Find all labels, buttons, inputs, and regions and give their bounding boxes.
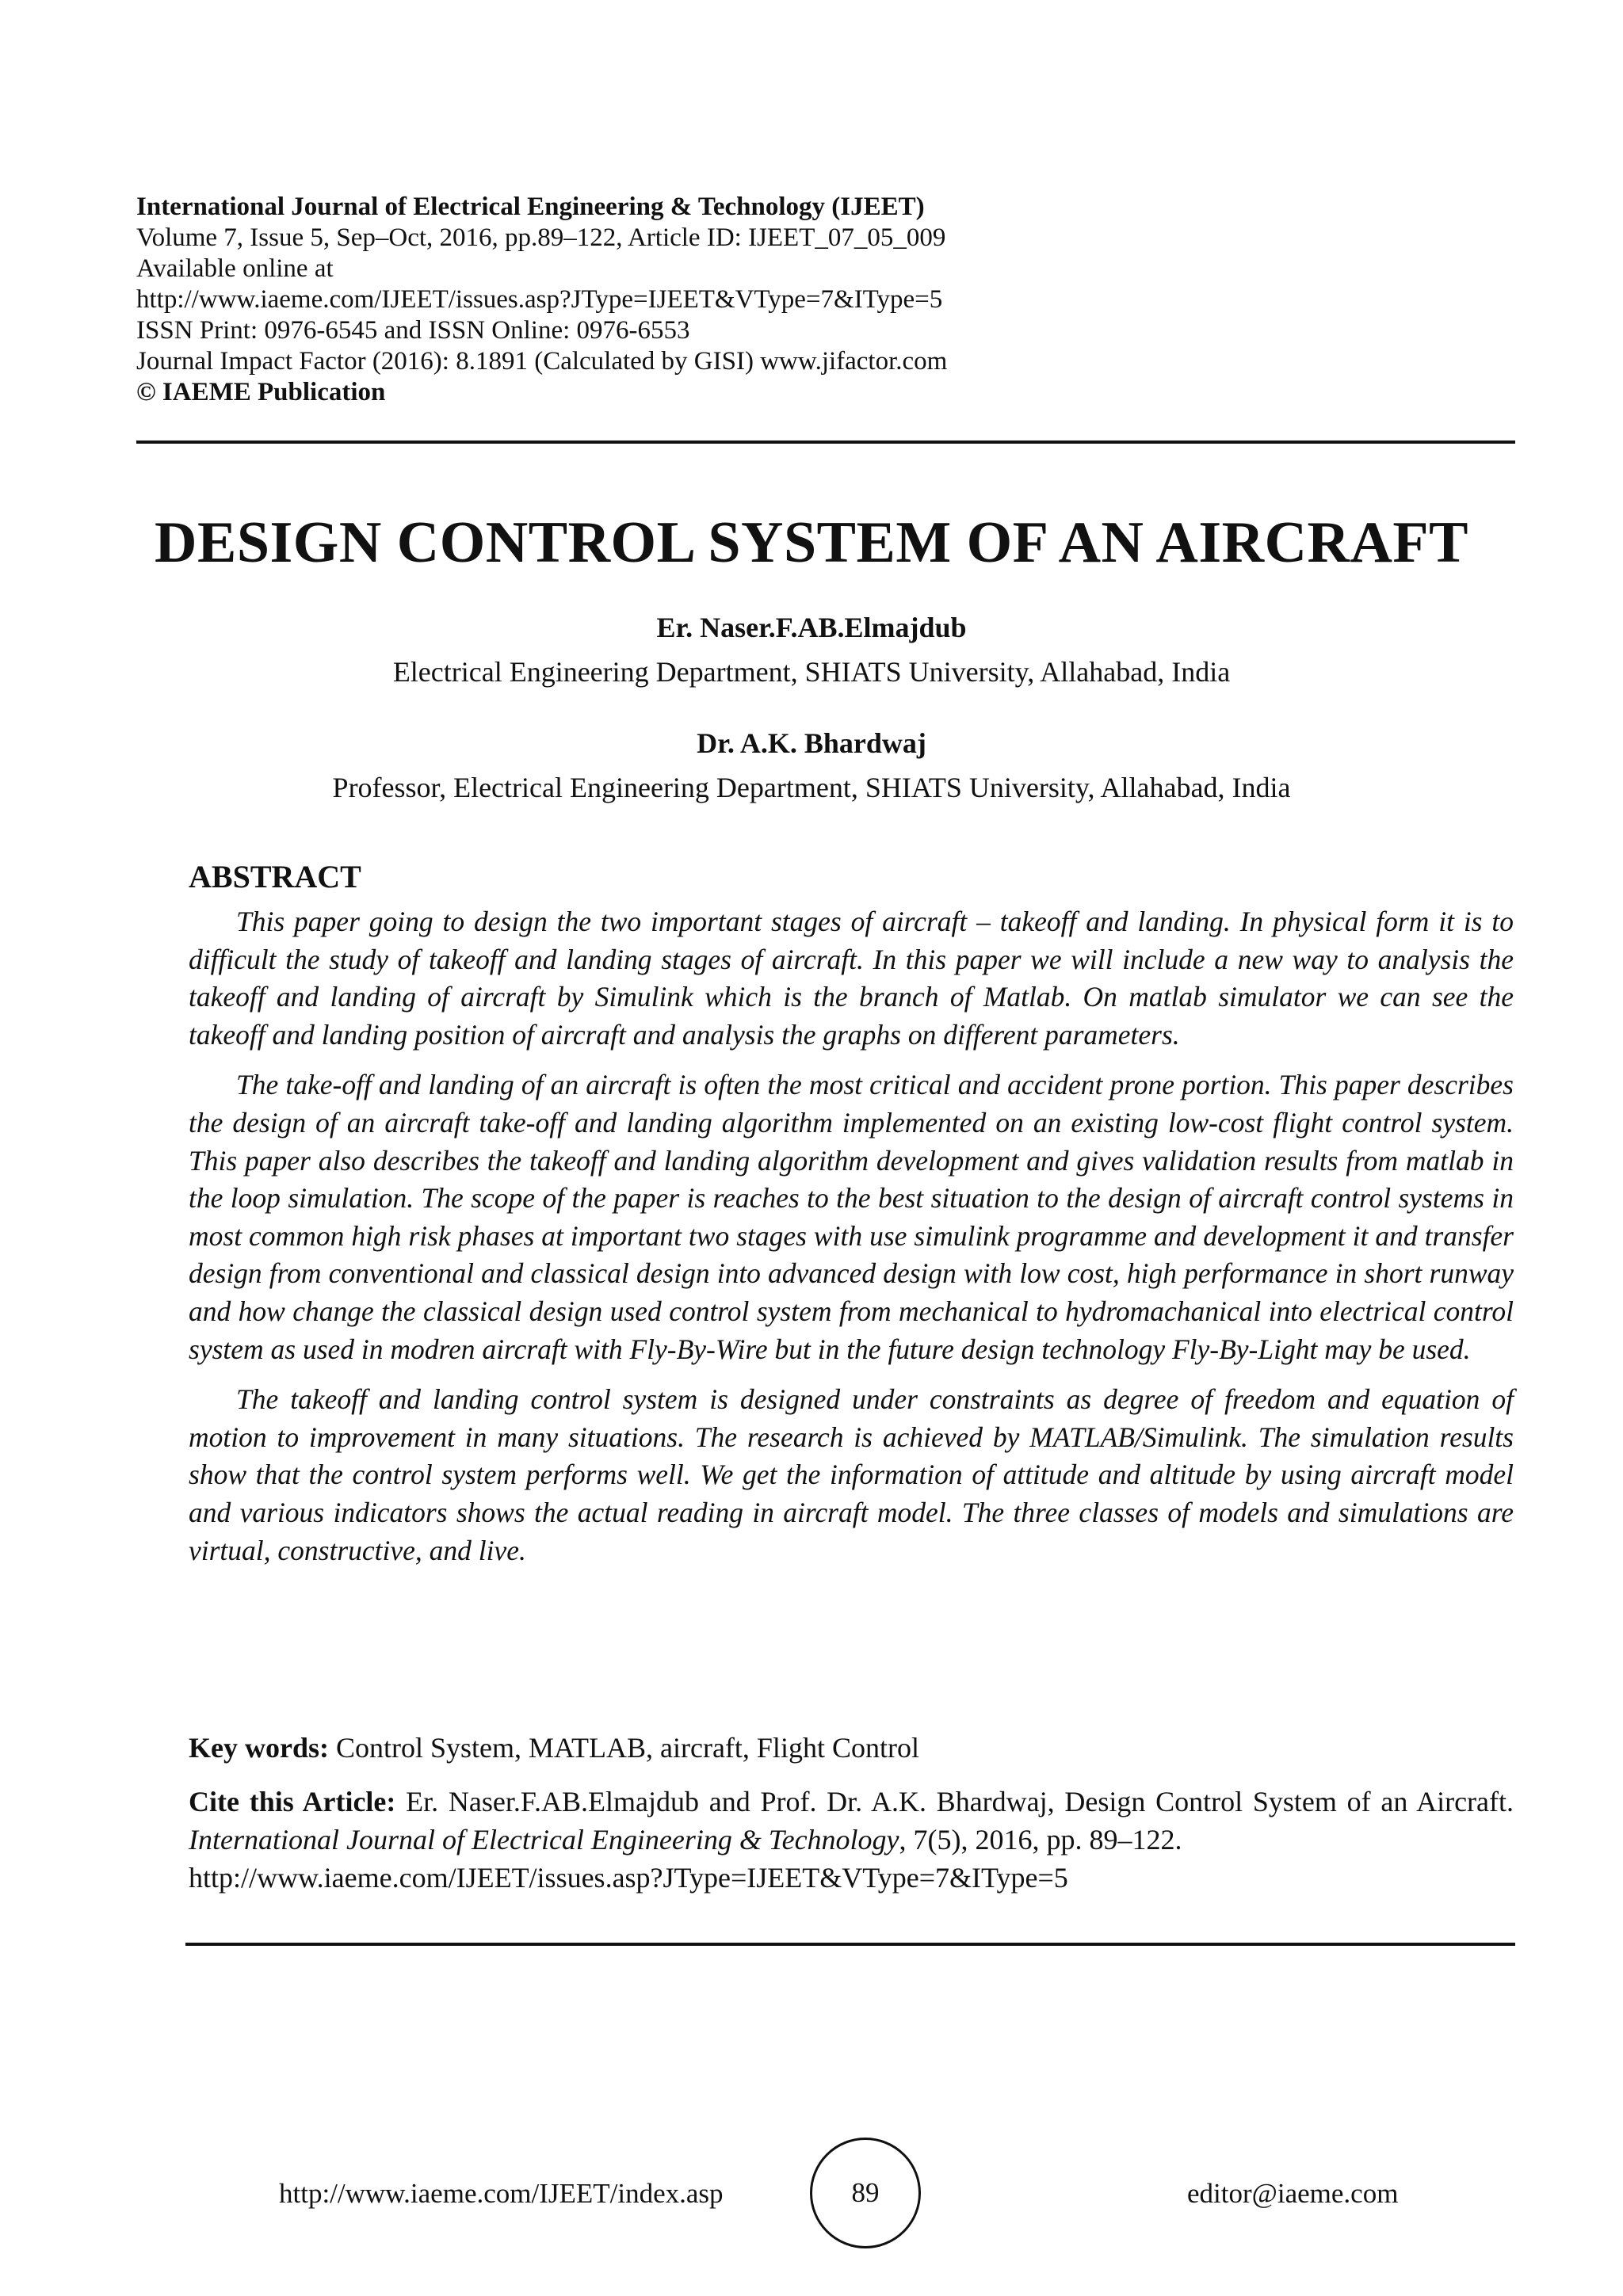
cite-details: , 7(5), 2016, pp. 89–122. xyxy=(899,1824,1182,1855)
author-1-name: Er. Naser.F.AB.Elmajdub xyxy=(656,612,967,643)
citation-divider xyxy=(185,1943,1515,1946)
cite-journal: International Journal of Electrical Engineering & Technology xyxy=(189,1824,899,1855)
footer-index-link[interactable]: http://www.iaeme.com/IJEET/index.asp xyxy=(279,2178,724,2209)
header-divider xyxy=(136,441,1515,444)
abstract-body xyxy=(189,903,1514,1582)
journal-header xyxy=(136,192,1515,408)
page-number-text: 89 xyxy=(851,2177,880,2208)
citation xyxy=(189,1783,1514,1897)
author-1-affiliation: Electrical Engineering Department, SHIATS University, Allahabad, India xyxy=(392,656,1231,688)
issn-line: ISSN Print: 0976-6545 and ISSN Online: 0976-6553 xyxy=(136,316,690,345)
footer-email[interactable]: editor@iaeme.com xyxy=(1187,2178,1399,2209)
keywords-text: Control System, MATLAB, aircraft, Flight Control xyxy=(335,1732,919,1764)
paper-title: DESIGN CONTROL SYSTEM OF AN AIRCRAFT xyxy=(155,510,1468,575)
cite-link[interactable]: http://www.iaeme.com/IJEET/issues.asp?JType=IJEET&VType=7&IType=5 xyxy=(189,1862,1068,1894)
author-2-affiliation: Professor, Electrical Engineering Department, SHIATS University, Allahabad, India xyxy=(332,772,1291,803)
abstract-paragraph-1: This paper going to design the two important stages of aircraft – takeoff and landing. In physical form it is to difficult the study of takeoff and landing stages of aircraft. In this paper we will include a new way to analysis the takeoff and landing of aircraft by Simulink which is the branch of Matlab. On matlab simulator we can see the takeoff and landing position of aircraft and analysis the graphs on different parameters. xyxy=(189,906,1514,1051)
volume-line: Volume 7, Issue 5, Sep–Oct, 2016, pp.89–122, Article ID: IJEET_07_05_009 xyxy=(136,223,946,252)
available-online-label: Available online at xyxy=(136,254,334,283)
author-2-name: Dr. A.K. Bhardwaj xyxy=(697,727,926,759)
cite-label: Cite this Article: xyxy=(189,1786,396,1817)
abstract-paragraph-3: The takeoff and landing control system is designed under constraints as degree of freedom and equation of motion to improvement in many situations. The research is achieved by MATLAB/Simulink. The simulation results show that the control system performs well. We get the information of attitude and altitude by using aircraft model and various indicators shows the actual reading in aircraft model. The three classes of models and simulations are virtual, constructive, and live. xyxy=(189,1383,1514,1566)
keywords xyxy=(189,1729,1514,1767)
keywords-label: Key words: xyxy=(189,1732,329,1764)
page-number xyxy=(810,2138,921,2248)
issues-link[interactable]: http://www.iaeme.com/IJEET/issues.asp?JType=IJEET&VType=7&IType=5 xyxy=(136,285,943,314)
publisher-line: © IAEME Publication xyxy=(136,378,386,406)
abstract-heading: ABSTRACT xyxy=(189,859,361,894)
cite-authors-title: Er. Naser.F.AB.Elmajdub and Prof. Dr. A.K. Bhardwaj, Design Control System of an Aircraft. xyxy=(406,1786,1514,1817)
abstract-paragraph-2: The take-off and landing of an aircraft is often the most critical and accident prone portion. This paper describes the design of an aircraft take-off and landing algorithm implemented on an existing low-cost flight control system. This paper also describes the takeoff and landing algorithm development and gives validation results from matlab in the loop simulation. The scope of the paper is reaches to the best situation to the design of aircraft control systems in most common high risk phases at important two stages with use simulink programme and development it and transfer design from conventional and classical design into advanced design with low cost, high performance in short runway and how change the classical design used control system from mechanical to hydromachanical into electrical control system as used in modren aircraft with Fly-By-Wire but in the future design technology Fly-By-Light may be used. xyxy=(189,1069,1514,1365)
journal-name: International Journal of Electrical Engineering & Technology (IJEET) xyxy=(136,193,925,221)
impact-factor-line: Journal Impact Factor (2016): 8.1891 (Calculated by GISI) www.jifactor.com xyxy=(136,347,948,376)
